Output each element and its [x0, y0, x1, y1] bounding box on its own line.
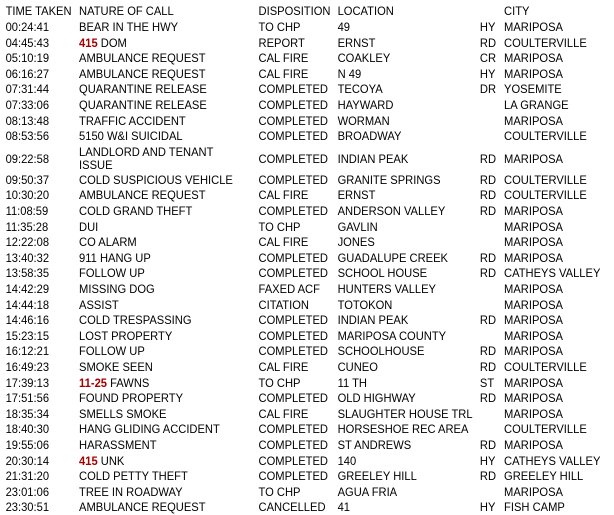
city: MARIPOSA [504, 328, 563, 343]
city: COULTERVILLE [504, 188, 587, 203]
time-taken: 00:24:41 [5, 20, 50, 34]
street-type: RD [479, 151, 497, 166]
time-taken: 16:49:23 [5, 360, 50, 374]
city: CATHEYS VALLEY [504, 453, 601, 468]
street-type: RD [479, 266, 497, 281]
time-taken: 14:46:16 [5, 313, 50, 328]
call-row [0, 98, 614, 113]
disposition: COMPLETED [258, 328, 328, 343]
nature-of-call: FOLLOW UP [79, 266, 145, 281]
call-row [0, 51, 614, 66]
location: HORSESHOE REC AREA [337, 422, 469, 437]
city: MARIPOSA [504, 438, 563, 452]
location: INDIAN PEAK [337, 313, 409, 328]
disposition: COMPLETED [258, 266, 328, 281]
location: WORMAN [337, 113, 390, 128]
time-taken: 07:31:44 [5, 82, 50, 97]
call-row [0, 376, 614, 391]
time-taken: 16:12:21 [5, 344, 50, 359]
location: TECOYA [337, 82, 383, 97]
city: MARIPOSA [504, 113, 563, 128]
street-type: RD [479, 438, 497, 452]
call-row [0, 469, 614, 484]
call-row [0, 282, 614, 297]
city: MARIPOSA [504, 66, 563, 81]
nature-of-call: MISSING DOG [79, 282, 155, 296]
time-taken: 07:33:06 [5, 98, 50, 112]
disposition: CAL FIRE [258, 51, 309, 66]
time-taken: 10:30:20 [5, 188, 50, 203]
city: MARIPOSA [504, 151, 563, 166]
time-taken: 12:22:08 [5, 235, 50, 250]
location: GREELEY HILL [337, 469, 417, 484]
call-code: 11-25 [79, 375, 107, 390]
call-row [0, 500, 614, 515]
nature-of-call: AMBULANCE REQUEST [79, 51, 206, 66]
time-taken: 08:13:48 [5, 113, 50, 128]
header-nature-of-call: NATURE OF CALL [79, 4, 174, 18]
header-row [0, 4, 614, 19]
time-taken: 09:22:58 [5, 151, 50, 166]
street-type: ST [479, 375, 495, 390]
city: MARIPOSA [504, 375, 563, 390]
call-row [0, 204, 614, 219]
location: SCHOOLHOUSE [337, 344, 425, 359]
location: GRANITE SPRINGS [337, 172, 441, 187]
street-type: CR [479, 51, 497, 66]
call-code: 415 [79, 35, 98, 50]
disposition: COMPLETED [258, 113, 328, 128]
time-taken: 09:50:37 [5, 172, 50, 187]
nature-of-call: COLD SUSPICIOUS VEHICLE [79, 172, 233, 187]
nature-of-call [79, 454, 124, 469]
city: MARIPOSA [504, 235, 563, 250]
location: JONES [337, 235, 375, 250]
city: FISH CAMP [504, 500, 565, 515]
nature-text: UNK [97, 453, 125, 468]
city: MARIPOSA [504, 250, 563, 265]
city: CATHEYS VALLEY [504, 266, 601, 281]
location: AGUA FRIA [337, 484, 398, 499]
call-row [0, 235, 614, 250]
city: GREELEY HILL [504, 469, 584, 484]
time-taken: 11:35:28 [5, 219, 49, 234]
disposition: COMPLETED [258, 129, 328, 144]
time-taken: 05:10:19 [5, 51, 50, 66]
disposition: COMPLETED [258, 391, 328, 406]
header-location: LOCATION [337, 4, 394, 18]
city: MARIPOSA [504, 344, 563, 359]
city: MARIPOSA [504, 282, 563, 296]
call-code: 415 [79, 453, 98, 468]
call-row [0, 391, 614, 406]
call-row [0, 360, 614, 375]
disposition: COMPLETED [258, 82, 328, 97]
location: INDIAN PEAK [337, 151, 409, 166]
street-type: RD [479, 360, 497, 374]
city: MARIPOSA [504, 219, 563, 234]
call-row [0, 173, 614, 188]
nature-of-call: QUARANTINE RELEASE [79, 98, 207, 112]
time-taken: 17:51:56 [5, 391, 50, 406]
time-taken: 06:16:27 [5, 66, 50, 81]
city: MARIPOSA [504, 51, 563, 66]
nature-of-call: AMBULANCE REQUEST [79, 188, 206, 203]
call-row [0, 251, 614, 266]
disposition: TO CHP [258, 375, 301, 390]
disposition: CANCELLED [258, 500, 326, 515]
street-type: RD [479, 250, 497, 265]
city: MARIPOSA [504, 297, 563, 312]
location: ST ANDREWS [337, 438, 412, 452]
call-row [0, 422, 614, 437]
nature-of-call: AMBULANCE REQUEST [79, 66, 206, 81]
call-row [0, 266, 614, 281]
call-row [0, 36, 614, 51]
city: COULTERVILLE [504, 422, 587, 437]
disposition: COMPLETED [258, 250, 328, 265]
location: CUNEO [337, 360, 378, 374]
disposition: COMPLETED [258, 344, 328, 359]
disposition: TO CHP [258, 219, 301, 234]
location: HUNTERS VALLEY [337, 282, 436, 296]
disposition: CAL FIRE [258, 188, 309, 203]
street-type: RD [479, 313, 497, 328]
time-taken: 04:45:43 [5, 35, 50, 50]
nature-of-call: BEAR IN THE HWY [79, 20, 179, 34]
nature-of-call [79, 376, 149, 391]
city: MARIPOSA [504, 204, 563, 218]
nature-text: FAWNS [106, 375, 150, 390]
disposition: FAXED ACF [258, 282, 320, 296]
disposition: CITATION [258, 297, 309, 312]
time-taken: 13:40:32 [5, 250, 50, 265]
call-row [0, 298, 614, 313]
location: ERNST [337, 188, 376, 203]
time-taken: 21:31:20 [5, 469, 50, 484]
time-taken: 13:58:35 [5, 266, 50, 281]
time-taken: 14:42:29 [5, 282, 50, 296]
call-row [0, 220, 614, 235]
city: COULTERVILLE [504, 35, 587, 50]
nature-of-call: FOUND PROPERTY [79, 391, 184, 406]
time-taken: 20:30:14 [5, 453, 50, 468]
call-row [0, 407, 614, 422]
header-disposition: DISPOSITION [258, 4, 331, 18]
time-taken: 19:55:06 [5, 438, 50, 452]
location: 11 TH [337, 375, 367, 390]
header-time-taken: TIME TAKEN [5, 4, 72, 18]
city: MARIPOSA [504, 20, 563, 34]
call-row [0, 485, 614, 500]
time-taken: 18:40:30 [5, 422, 50, 437]
call-row [0, 114, 614, 129]
street-type: HY [479, 500, 496, 515]
time-taken: 08:53:56 [5, 129, 50, 144]
disposition: REPORT [258, 35, 305, 50]
nature-of-call: TRAFFIC ACCIDENT [79, 113, 186, 128]
call-row [0, 344, 614, 359]
location: SLAUGHTER HOUSE TRL [337, 406, 473, 421]
street-type: HY [479, 66, 496, 81]
nature-of-call: TREE IN ROADWAY [79, 484, 183, 499]
time-taken: 17:39:13 [5, 375, 50, 390]
street-type: HY [479, 453, 496, 468]
city: LA GRANGE [504, 98, 569, 112]
disposition: COMPLETED [258, 313, 328, 328]
nature-of-call: SMELLS SMOKE [79, 406, 167, 421]
city: MARIPOSA [504, 484, 563, 499]
call-row [0, 82, 614, 97]
city: MARIPOSA [504, 391, 563, 406]
location: 140 [337, 453, 357, 468]
nature-of-call: ASSIST [79, 297, 119, 312]
nature-of-call: HARASSMENT [79, 438, 157, 452]
city: COULTERVILLE [504, 360, 587, 374]
disposition: COMPLETED [258, 453, 328, 468]
street-type: RD [479, 204, 497, 218]
nature-of-call: QUARANTINE RELEASE [79, 82, 207, 97]
disposition: CAL FIRE [258, 66, 309, 81]
nature-of-call: LANDLORD AND TENANT ISSUE [79, 144, 214, 172]
call-row [0, 145, 614, 173]
call-row [0, 67, 614, 82]
disposition: COMPLETED [258, 469, 328, 484]
nature-of-call: LOST PROPERTY [79, 328, 173, 343]
nature-of-call: HANG GLIDING ACCIDENT [79, 422, 220, 437]
call-row [0, 313, 614, 328]
disposition: COMPLETED [258, 98, 328, 112]
call-row [0, 20, 614, 35]
nature-of-call [79, 36, 127, 51]
street-type: DR [479, 82, 497, 97]
disposition: COMPLETED [258, 172, 328, 187]
nature-of-call: SMOKE SEEN [79, 360, 153, 374]
location: 49 [337, 20, 351, 34]
street-type: RD [479, 35, 497, 50]
street-type: RD [479, 391, 497, 406]
nature-of-call: COLD GRAND THEFT [79, 204, 193, 218]
call-row [0, 438, 614, 453]
disposition: COMPLETED [258, 438, 328, 452]
city: MARIPOSA [504, 406, 563, 421]
location: ERNST [337, 35, 376, 50]
nature-of-call: COLD TRESPASSING [79, 313, 192, 328]
time-taken: 23:30:51 [5, 500, 50, 515]
time-taken: 15:23:15 [5, 328, 50, 343]
nature-of-call: AMBULANCE REQUEST [79, 500, 206, 515]
call-row [0, 329, 614, 344]
city: COULTERVILLE [504, 129, 587, 144]
call-row [0, 129, 614, 144]
disposition: CAL FIRE [258, 406, 309, 421]
disposition: CAL FIRE [258, 360, 309, 374]
street-type: RD [479, 188, 497, 203]
time-taken: 23:01:06 [5, 484, 50, 499]
street-type: HY [479, 20, 496, 34]
location: N 49 [337, 66, 362, 81]
disposition: COMPLETED [258, 151, 328, 166]
time-taken: 11:08:59 [5, 204, 49, 218]
city: MARIPOSA [504, 313, 563, 328]
location: ANDERSON VALLEY [337, 204, 446, 218]
nature-of-call: 5150 W&I SUICIDAL [79, 129, 183, 144]
disposition: TO CHP [258, 484, 301, 499]
header-city: CITY [504, 4, 530, 18]
nature-of-call: FOLLOW UP [79, 344, 145, 359]
disposition: TO CHP [258, 20, 301, 34]
disposition: COMPLETED [258, 204, 328, 218]
location: OLD HIGHWAY [337, 391, 416, 406]
disposition: CAL FIRE [258, 235, 309, 250]
nature-of-call: COLD PETTY THEFT [79, 469, 188, 484]
location: COAKLEY [337, 51, 391, 66]
nature-text: DOM [97, 35, 127, 50]
disposition: COMPLETED [258, 422, 328, 437]
location: HAYWARD [337, 98, 394, 112]
location: BROADWAY [337, 129, 402, 144]
street-type: RD [479, 172, 497, 187]
location: SCHOOL HOUSE [337, 266, 428, 281]
call-row [0, 188, 614, 203]
street-type: RD [479, 344, 497, 359]
location: GAVLIN [337, 219, 378, 234]
nature-of-call: CO ALARM [79, 235, 137, 250]
location: MARIPOSA COUNTY [337, 328, 447, 343]
time-taken: 18:35:34 [5, 406, 50, 421]
location: TOTOKON [337, 297, 393, 312]
street-type: RD [479, 469, 497, 484]
call-row [0, 454, 614, 469]
location: GUADALUPE CREEK [337, 250, 448, 265]
city: COULTERVILLE [504, 172, 587, 187]
nature-of-call: 911 HANG UP [79, 250, 151, 265]
nature-of-call: DUI [79, 219, 99, 234]
location: 41 [337, 500, 351, 515]
time-taken: 14:44:18 [5, 297, 50, 312]
city: YOSEMITE [504, 82, 562, 97]
